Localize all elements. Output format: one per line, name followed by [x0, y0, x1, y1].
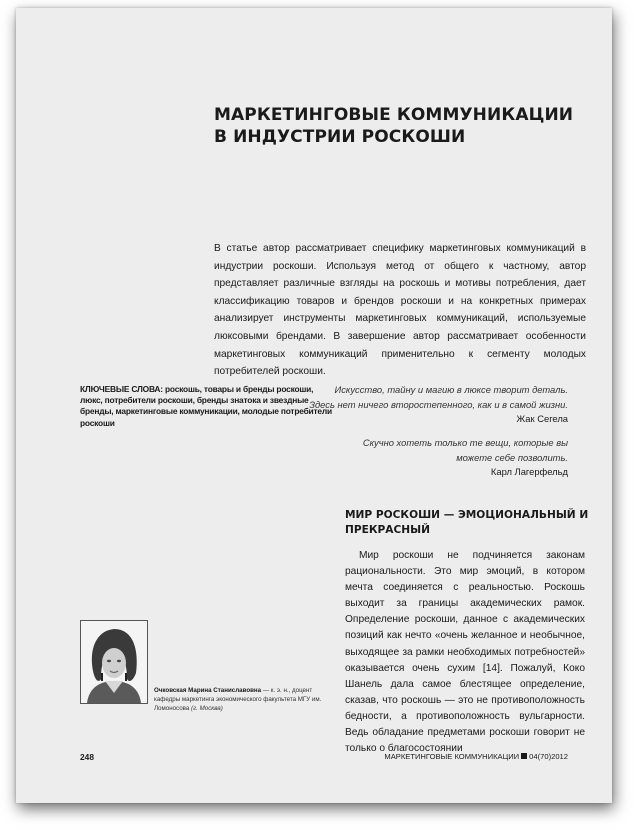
- running-footer: [384, 752, 568, 761]
- epigraph-quote-1: [308, 383, 568, 427]
- article-title: [214, 104, 574, 148]
- quote-text: Скучно хотеть только те вещи, которые вы можете себе позволить.: [362, 437, 568, 463]
- author-position: — к. э. н., доцент кафедры маркетинга экономического факультета МГУ им. Ломоносова: [154, 687, 322, 712]
- keywords-block: [80, 384, 335, 429]
- page-number: 248: [80, 752, 94, 762]
- article-abstract: В статье автор рассматривает специфику маркетинговых коммуникаций в индустрии роскоши. Используя метод от общего к частному, автор представляет различные взгляды на роскошь и мотивы потребления, дает классификацию товаров и брендов роскоши и на конкретных примерах анализирует инструменты маркетинговых коммуникаций, используемые люксовыми брендами. В завершение автор рассматривает особенности маркетинговых коммуникаций применительно к сегменту молодых потребителей роскоши.: [214, 243, 586, 378]
- journal-name: МАРКЕТИНГОВЫЕ КОММУНИКАЦИИ: [384, 752, 520, 761]
- section-body: [345, 548, 585, 757]
- body-paragraph: Мир роскоши не подчиняется законам рациональности. Это мир эмоций, в котором мечта соединяется с реальностью. Роскошь выходит за границы академических рамок. Определение роскоши, данное с академических позиций как нечто «очень желанное и необычное, выходящее за рамки необходимых потребностей» оказывается очень сухим [14]. Пожалуй, Коко Шанель дала самое блестящее определение, сказав, что роскошь — это не противоположность бедности, а противоположность вульгарности. Ведь обладание предметами роскоши говорит не только о благосостоянии: [345, 550, 585, 755]
- quote-text: Искусство, тайну и магию в люксе творит деталь. Здесь нет ничего второстепенного, как и в самой жизни.: [309, 384, 568, 410]
- keywords-label: КЛЮЧЕВЫЕ СЛОВА:: [80, 384, 163, 394]
- journal-page: [16, 8, 612, 803]
- quote-author: Карл Лагерфельд: [490, 466, 568, 477]
- journal-issue: 04(70)2012: [529, 752, 568, 761]
- keywords-text: роскошь, товары и бренды роскоши, люкс, потребители роскоши, бренды знатока и звездные бренды, маркетинговые коммуникации, молодые потребители роскоши: [80, 384, 332, 428]
- author-photo: [80, 620, 148, 704]
- author-info: [154, 686, 336, 713]
- article-title-line-2: В ИНДУСТРИИ РОСКОШИ: [214, 127, 466, 147]
- quote-author: Жак Сегела: [516, 413, 568, 424]
- article-title-line-1: МАРКЕТИНГОВЫЕ КОММУНИКАЦИИ: [214, 105, 574, 125]
- epigraph-quote-2: [328, 436, 568, 480]
- square-separator-icon: [521, 753, 527, 759]
- section-heading: МИР РОСКОШИ — ЭМОЦИОНАЛЬНЫЙ И ПРЕКРАСНЫЙ: [345, 509, 589, 536]
- author-name: Очковская Марина Станиславовна: [154, 687, 262, 694]
- author-city: (г. Москва): [189, 705, 223, 712]
